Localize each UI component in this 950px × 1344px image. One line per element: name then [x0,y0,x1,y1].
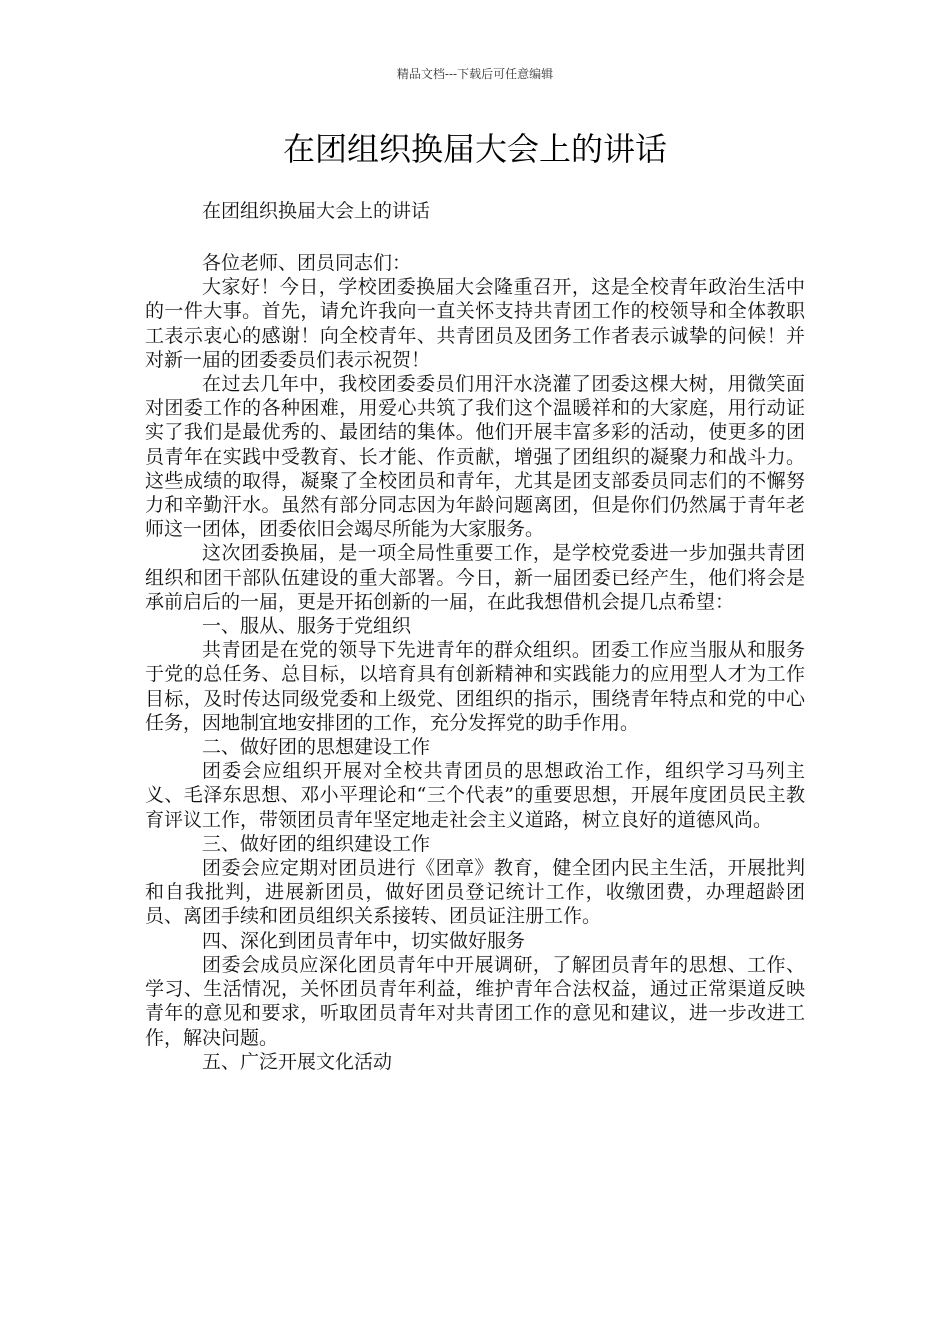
paragraph-opening: 大家好！今日，学校团委换届大会隆重召开，这是全校青年政治生活中的一件大事。首先，请允许我向一直关怀支持共青团工作的校领导和全体教职工表示衷心的感谢！向全校青年、共青团员及团务工作者表示诚挚的问候！并对新一届的团委委员们表示祝贺！ [145,276,805,371]
document-subtitle: 在团组织换届大会上的讲话 [202,200,431,222]
paragraph-achievements: 在过去几年中，我校团委委员们用汗水浇灌了团委这棵大树，用微笑面对团委工作的各种困难，用爱心共筑了我们这个温暖祥和的大家庭，用行动证实了我们是最优秀的、最团结的集体。他们开展丰富多彩的活动，使更多的团员青年在实践中受教育、长才能、作贡献，增强了团组织的凝聚力和战斗力。这些成绩的取得，凝聚了全校团员和青年，尤其是团支部委员同志们的不懈努力和辛勤汗水。虽然有部分同志因为年龄问题离团，但是你们仍然属于青年老师这一团体，团委依旧会竭尽所能为大家服务。 [145,373,805,541]
paragraph-section-3: 团委会应定期对团员进行《团章》教育，健全团内民主生活，开展批判和自我批判，进展新团员，做好团员登记统计工作，收缴团费，办理超龄团员、离团手续和团员组织关系接转、团员证注册工作。 [145,857,805,928]
header-note: 精品文档---下载后可任意编辑 [396,67,554,81]
section-heading-1: 一、服从、服务于党组织 [202,615,412,638]
paragraph-section-2: 团委会应组织开展对全校共青团员的思想政治工作，组织学习马列主义、毛泽东思想、邓小平理论和“三个代表”的重要思想，开展年度团员民主教育评议工作，带领团员青年坚定地走社会主义道路，树立良好的道德风尚。 [145,760,805,831]
paragraph-section-1: 共青团是在党的领导下先进青年的群众组织。团委工作应当服从和服务于党的总任务、总目标，以培育具有创新精神和实践能力的应用型人才为工作目标，及时传达同级党委和上级党、团组织的指示，围绕青年特点和党的中心任务，因地制宜地安排团的工作，充分发挥党的助手作用。 [145,639,805,734]
section-heading-5: 五、广泛开展文化活动 [202,1050,393,1073]
salutation: 各位老师、团员同志们： [202,252,412,274]
section-heading-3: 三、做好团的组织建设工作 [202,832,431,855]
section-heading-2: 二、做好团的思想建设工作 [202,736,431,759]
section-heading-4: 四、深化到团员青年中，切实做好服务 [202,929,526,952]
paragraph-section-4: 团委会成员应深化团员青年中开展调研，了解团员青年的思想、工作、学习、生活情况，关怀团员青年利益，维护青年合法权益，通过正常渠道反映青年的意见和要求，听取团员青年对共青团工作的意见和建议，进一步改进工作，解决问题。 [145,953,805,1049]
document-body [145,251,805,1074]
document-title: 在团组织换届大会上的讲话 [282,130,667,168]
paragraph-hopes-intro: 这次团委换届，是一项全局性重要工作，是学校党委进一步加强共青团组织和团干部队伍建设的重大部署。今日，新一届团委已经产生，他们将会是承前启后的一届，更是开拓创新的一届，在此我想借机会提几点希望： [145,542,805,613]
